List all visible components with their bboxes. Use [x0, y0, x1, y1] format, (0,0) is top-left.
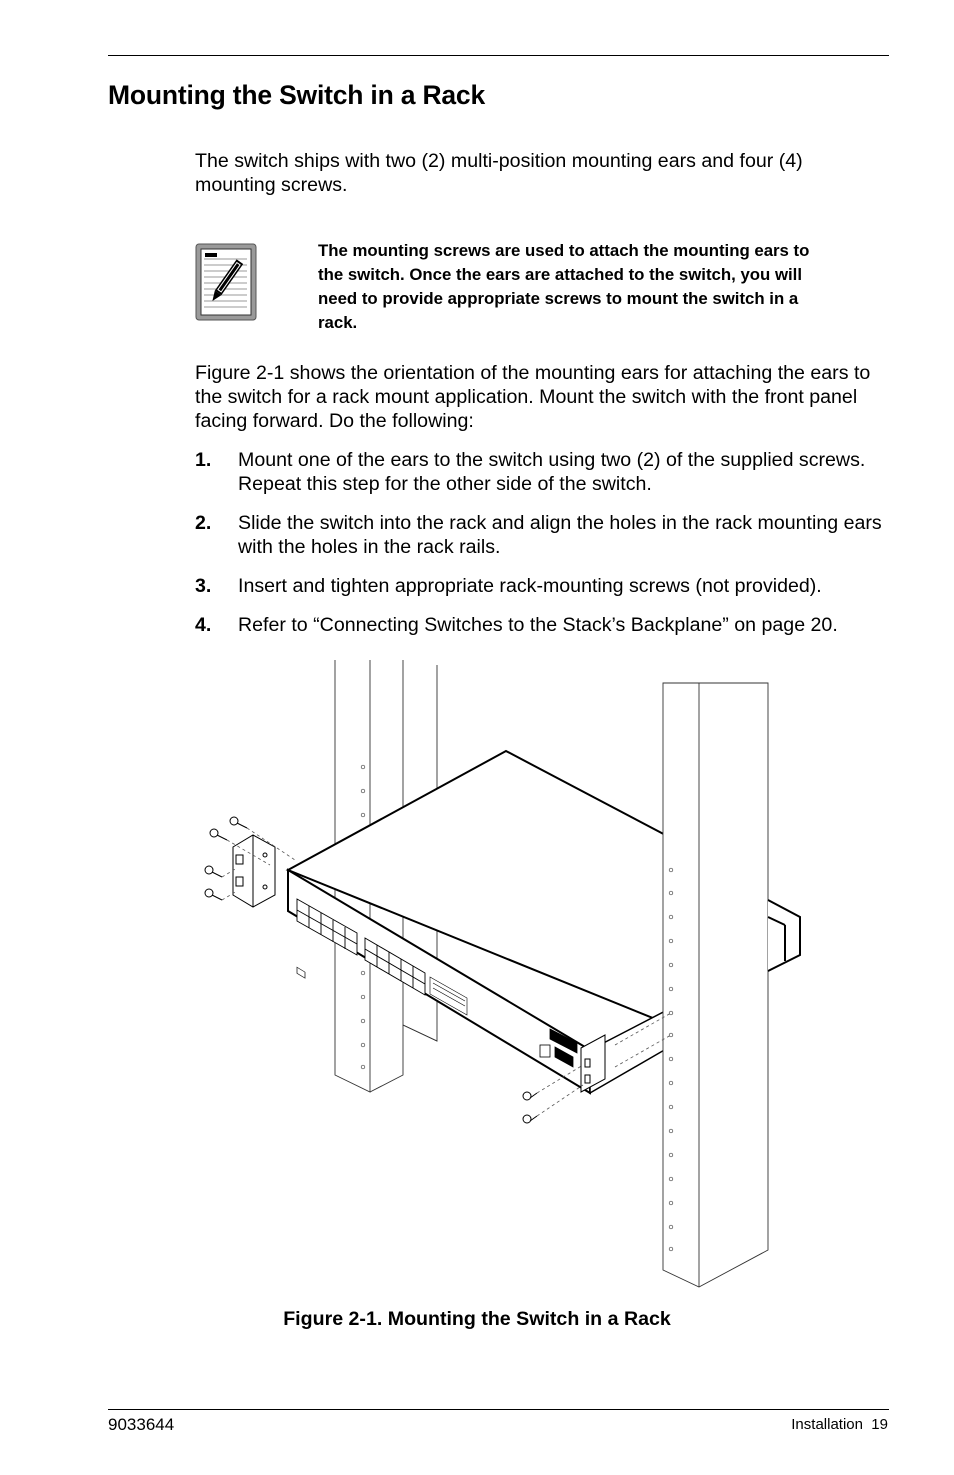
- list-item: [195, 574, 895, 598]
- document-number: 9033644: [108, 1415, 175, 1434]
- step-number: 4.: [195, 614, 212, 636]
- right-rack-rail: [663, 683, 768, 1287]
- pencil-note-icon: [195, 243, 257, 321]
- rack-mount-illustration: [185, 655, 815, 1295]
- section-page-label: Installation 19: [791, 1416, 888, 1433]
- footer-rule: [108, 1409, 889, 1410]
- step-text: Refer to “Connecting Switches to the Stack’s Backplane” on page 20.: [238, 614, 838, 636]
- steps-list: [195, 448, 895, 637]
- step-text: Slide the switch into the rack and align the holes in the rack mounting ears with the holes in the rack rails.: [238, 512, 882, 558]
- screws-bottom: [523, 1092, 537, 1123]
- page-title: Mounting the Switch in a Rack: [108, 80, 486, 110]
- header-rule: [108, 55, 889, 56]
- loose-mounting-ear: [233, 835, 275, 907]
- figure-reference-paragraph: Figure 2-1 shows the orientation of the mounting ears for attaching the ears to the switch for a rack mount application. Mount the switch with the front panel facing forward. Do the following:: [195, 362, 871, 432]
- step-number: 3.: [195, 575, 212, 597]
- step-text: Mount one of the ears to the switch using two (2) of the supplied screws. Repeat this step for the other side of the switch.: [238, 449, 866, 495]
- list-item: [195, 613, 895, 637]
- step-text: Insert and tighten appropriate rack-mounting screws (not provided).: [238, 575, 822, 597]
- step-number: 2.: [195, 512, 212, 534]
- figure-caption: Figure 2-1. Mounting the Switch in a Rack: [283, 1308, 671, 1330]
- intro-paragraph: The switch ships with two (2) multi-position mounting ears and four (4) mounting screws.: [195, 150, 803, 196]
- list-item: [195, 448, 895, 496]
- list-item: [195, 511, 895, 559]
- note-text: The mounting screws are used to attach the mounting ears to the switch. Once the ears are attached to the switch, you will need to provide appropriate screws to mount the switch in a rack.: [318, 241, 810, 332]
- switch-body: [288, 751, 675, 1093]
- step-number: 1.: [195, 449, 212, 471]
